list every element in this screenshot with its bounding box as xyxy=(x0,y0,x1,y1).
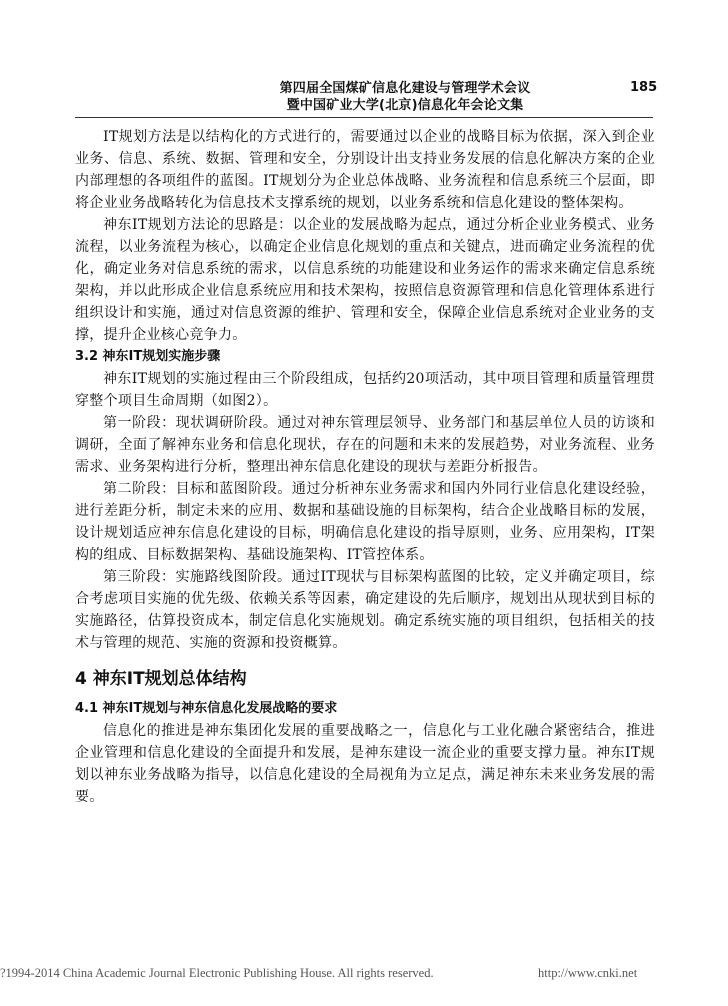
paragraph-methodology: 神东IT规划方法论的思路是：以企业的发展战略为起点，通过分析企业业务模式、业务流程，以业务流程为核心，以确定企业信息化规划的重点和关键点，进而确定业务流程的优化，确定业务对信息系统的需求，以信息系统的功能建设和业务运作的需求来确定信息系统架构，并以此形成企业信息系统应用和技术架构，按照信息资源管理和信息化管理体系进行组织设计和实施，通过对信息资源的维护、管理和安全，保障企业信息系统对企业业务的支撑，提升企业核心竞争力。 xyxy=(75,217,655,343)
paragraph-phase-two: 第二阶段：目标和蓝图阶段。通过分析神东业务需求和国内外同行业信息化建设经验，进行差距分析，制定未来的应用、数据和基础设施的目标架构，结合企业战略目标的发展，设计规划适应神东信息化建设的目标，明确信息化建设的指导原则，业务、应用架构，IT架构的组成、目标数据架构、基础设施架构、IT管控体系。 xyxy=(75,481,655,563)
section-heading-4: 4 神东IT规划总体结构 xyxy=(75,669,247,689)
subsection-heading-3-2: 3.2 神东IT规划实施步骤 xyxy=(75,349,221,364)
paragraph-phase-one: 第一阶段：现状调研阶段。通过对神东管理层领导、业务部门和基层单位人员的访谈和调研，全面了解神东业务和信息化现状，存在的问题和未来的发展趋势，对业务流程、业务需求、业务架构进行分析，整理出神东信息化建设的现状与差距分析报告。 xyxy=(75,415,655,475)
header-rule xyxy=(75,117,653,118)
page-body xyxy=(75,126,655,808)
running-header xyxy=(195,80,615,114)
footer-url: http://www.cnki.net xyxy=(538,966,638,980)
subsection-heading-4-1: 4.1 神东IT规划与神东信息化发展战略的要求 xyxy=(75,701,338,716)
page-number: 185 xyxy=(630,80,658,95)
header-title-line2: 暨中国矿业大学(北京)信息化年会论文集 xyxy=(286,98,524,113)
paragraph-strategy: 信息化的推进是神东集团化发展的重要战略之一，信息化与工业化融合紧密结合，推进企业管理和信息化建设的全面提升和发展，是神东建设一流企业的重要支撑力量。神东IT规划以神东业务战略为指导，以信息化建设的全局视角为立足点，满足神东未来业务发展的需要。 xyxy=(75,723,655,805)
paragraph-implementation-overview: 神东IT规划的实施过程由三个阶段组成，包括约20项活动，其中项目管理和质量管理贯穿整个项目生命周期（如图2）。 xyxy=(75,371,655,409)
paragraph-phase-three: 第三阶段：实施路线图阶段。通过IT现状与目标架构蓝图的比较，定义并确定项目，综合考虑项目实施的优先级、依赖关系等因素，确定建设的先后顺序，规划出从现状到目标的实施路径，估算投资成本，制定信息化实施规划。确定系统实施的项目组织，包括相关的技术与管理的规范、实施的资源和投资概算。 xyxy=(75,569,655,651)
header-title-line1: 第四届全国煤矿信息化建设与管理学术会议 xyxy=(279,81,531,96)
paragraph-it-planning-method: IT规划方法是以结构化的方式进行的，需要通过以企业的战略目标为依据，深入到企业业务、信息、系统、数据、管理和安全，分别设计出支持业务发展的信息化解决方案的企业内部理想的各项组件的蓝图。IT规划分为企业总体战略、业务流程和信息系统三个层面，即将企业业务战略转化为信息技术支撑系统的规划，以业务系统和信息化建设的整体架构。 xyxy=(75,129,655,211)
footer-copyright: ?1994-2014 China Academic Journal Electronic Publishing House. All rights reserved. xyxy=(0,966,434,980)
